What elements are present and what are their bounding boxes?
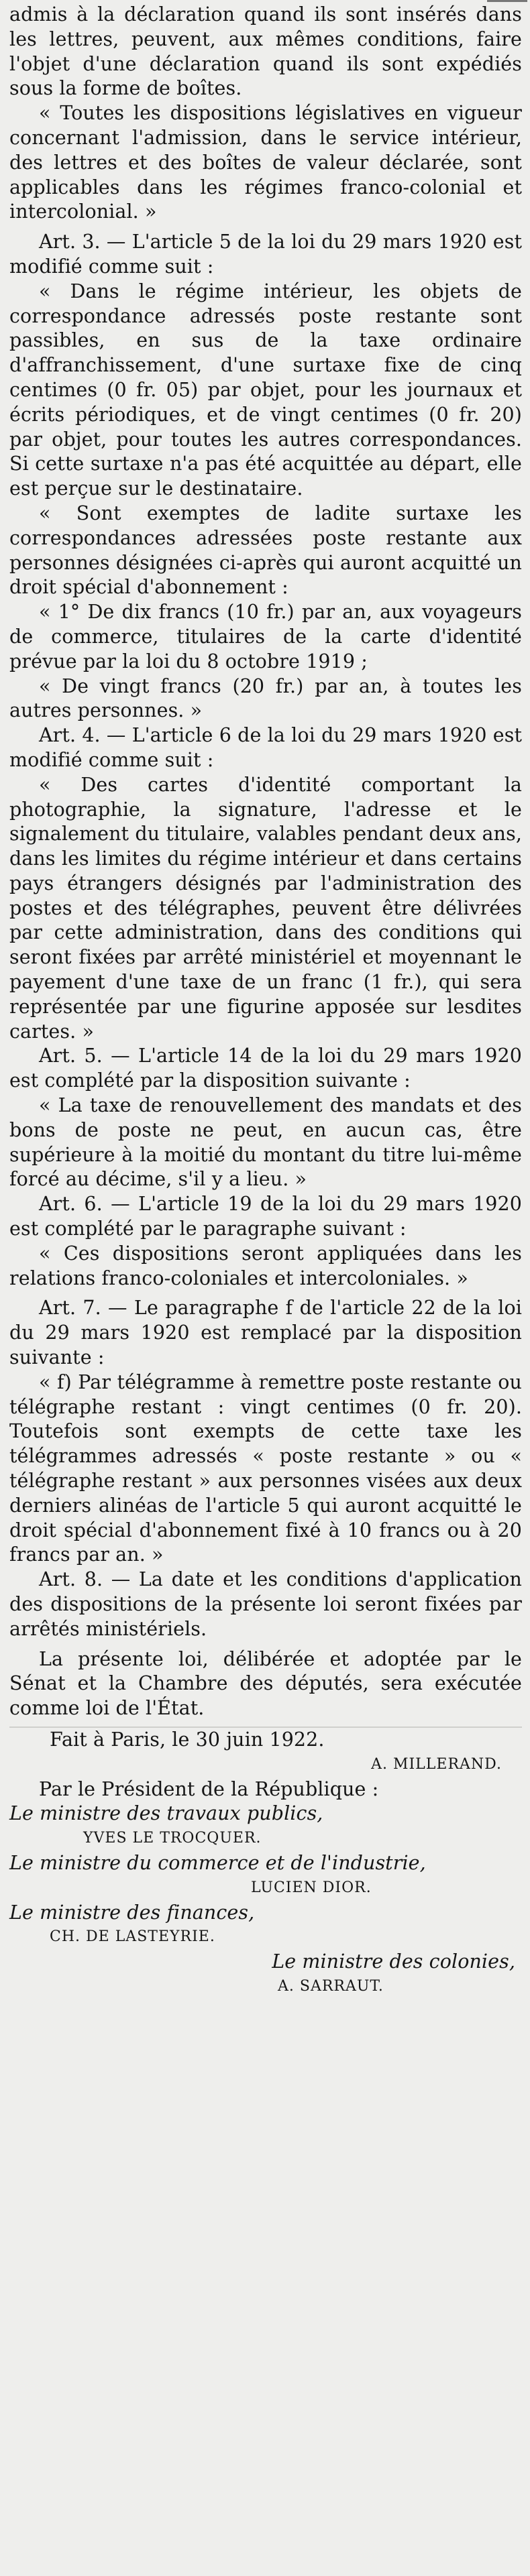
paragraph-quote: « 1° De dix francs (10 fr.) par an, aux voyageurs de commerce, titulaires de la carte d'identité prévue par la loi du 8 octobre 1919 ;: [9, 601, 522, 672]
paragraph-continuation: admis à la déclaration quand ils sont insérés dans les lettres, peuvent, aux mêmes conditions, faire l'objet d'une déclaration quand ils sont expédiés sous la forme de boîtes.: [9, 3, 522, 100]
minister-title: Le ministre du commerce et de l'industrie,: [9, 1851, 426, 1874]
minister-name: A. SARRAUT.: [278, 1977, 384, 1995]
article-7-heading: Art. 7. — Le paragraphe f de l'article 22 de la loi du 29 mars 1920 est remplacé par la disposition suivante :: [9, 1297, 522, 1369]
paragraph-quote: « Ces dispositions seront appliquées dans les relations franco-coloniales et intercoloniales. »: [9, 1242, 522, 1289]
fait-date: Fait à Paris, le 30 juin 1922.: [50, 1728, 325, 1751]
article-3-heading: Art. 3. — L'article 5 de la loi du 29 mars 1920 est modifié comme suit :: [9, 231, 522, 278]
par-le-president: Par le Président de la République :: [39, 1777, 379, 1800]
minister-name: YVES LE TROCQUER.: [83, 1830, 262, 1847]
minister-title: Le ministre des finances,: [9, 1901, 255, 1924]
article-8-heading: Art. 8. — La date et les conditions d'application des dispositions de la présente loi seront fixées par arrêtés ministériels.: [9, 1568, 522, 1640]
article-6-heading: Art. 6. — L'article 19 de la loi du 29 mars 1920 est complété par le paragraphe suivant :: [9, 1193, 522, 1240]
paragraph-quote: « La taxe de renouvellement des mandats et des bons de poste ne peut, en aucun cas, être supérieure à la moitié du montant du titre lui-même forcé au décime, s'il y a lieu. »: [9, 1094, 522, 1191]
minister-name: CH. DE LASTEYRIE.: [50, 1928, 215, 1946]
minister-name: LUCIEN DIOR.: [251, 1879, 372, 1896]
minister-title: Le ministre des colonies,: [272, 1950, 515, 1973]
paragraph-quote: « f) Par télégramme à remettre poste restante ou télégraphe restant : vingt centimes (0 fr. 20). Toutefois sont exempts de cette taxe les télégrammes adressés « poste restante » ou « télégraphe restant » aux personnes visées aux deux derniers alinéas de l'article 5 qui auront acquitté le droit spécial d'abonnement fixé à 10 francs ou à 20 francs par an. »: [9, 1370, 522, 1566]
paragraph-quote: « Dans le régime intérieur, les objets de correspondance adressés poste restante sont passibles, en sus de la taxe ordinaire d'affranchissement, d'une surtaxe fixe de cinq centimes (0 fr. 05) par objet, pour les journaux et écrits périodiques, et de vingt centimes (0 fr. 20) par objet, pour toutes les autres correspondances. Si cette surtaxe n'a pas été acquittée au départ, elle est perçue sur le destinataire.: [9, 280, 522, 500]
promulgation-paragraph: La présente loi, délibérée et adoptée par le Sénat et la Chambre des députés, sera exécutée comme loi de l'État.: [9, 1647, 522, 1720]
paragraph-quote: « Des cartes d'identité comportant la photographie, la signature, l'adresse et le signalement du titulaire, valables pendant deux ans, dans les limites du régime intérieur et dans certains pays étrangers désignés par l'administration des postes et des télégraphes, peuvent être délivrées par cette administration, dans des conditions qui seront fixées par arrêté ministériel et moyennant le payement d'une taxe de un franc (1 fr.), qui sera représentée par une figurine apposée sur lesdites cartes. »: [9, 773, 522, 1043]
paragraph-quote: « Toutes les dispositions législatives en vigueur concernant l'admission, dans le service intérieur, des lettres et des boîtes de valeur déclarée, sont applicables dans les régimes franco-colonial et intercolonial. »: [9, 102, 522, 223]
paragraph-quote: « Sont exemptes de ladite surtaxe les correspondances adressées poste restante aux personnes désignées ci-après qui auront acquitté un droit spécial d'abonnement :: [9, 502, 522, 599]
paragraph-quote: « De vingt francs (20 fr.) par an, à toutes les autres personnes. »: [9, 675, 522, 722]
column-rule: [487, 0, 527, 2]
article-4-heading: Art. 4. — L'article 6 de la loi du 29 mars 1920 est modifié comme suit :: [9, 724, 522, 771]
minister-title: Le ministre des travaux publics,: [9, 1802, 323, 1825]
article-5-heading: Art. 5. — L'article 14 de la loi du 29 mars 1920 est complété par la disposition suivante :: [9, 1045, 522, 1092]
president-signature: A. MILLERAND.: [371, 1755, 502, 1773]
